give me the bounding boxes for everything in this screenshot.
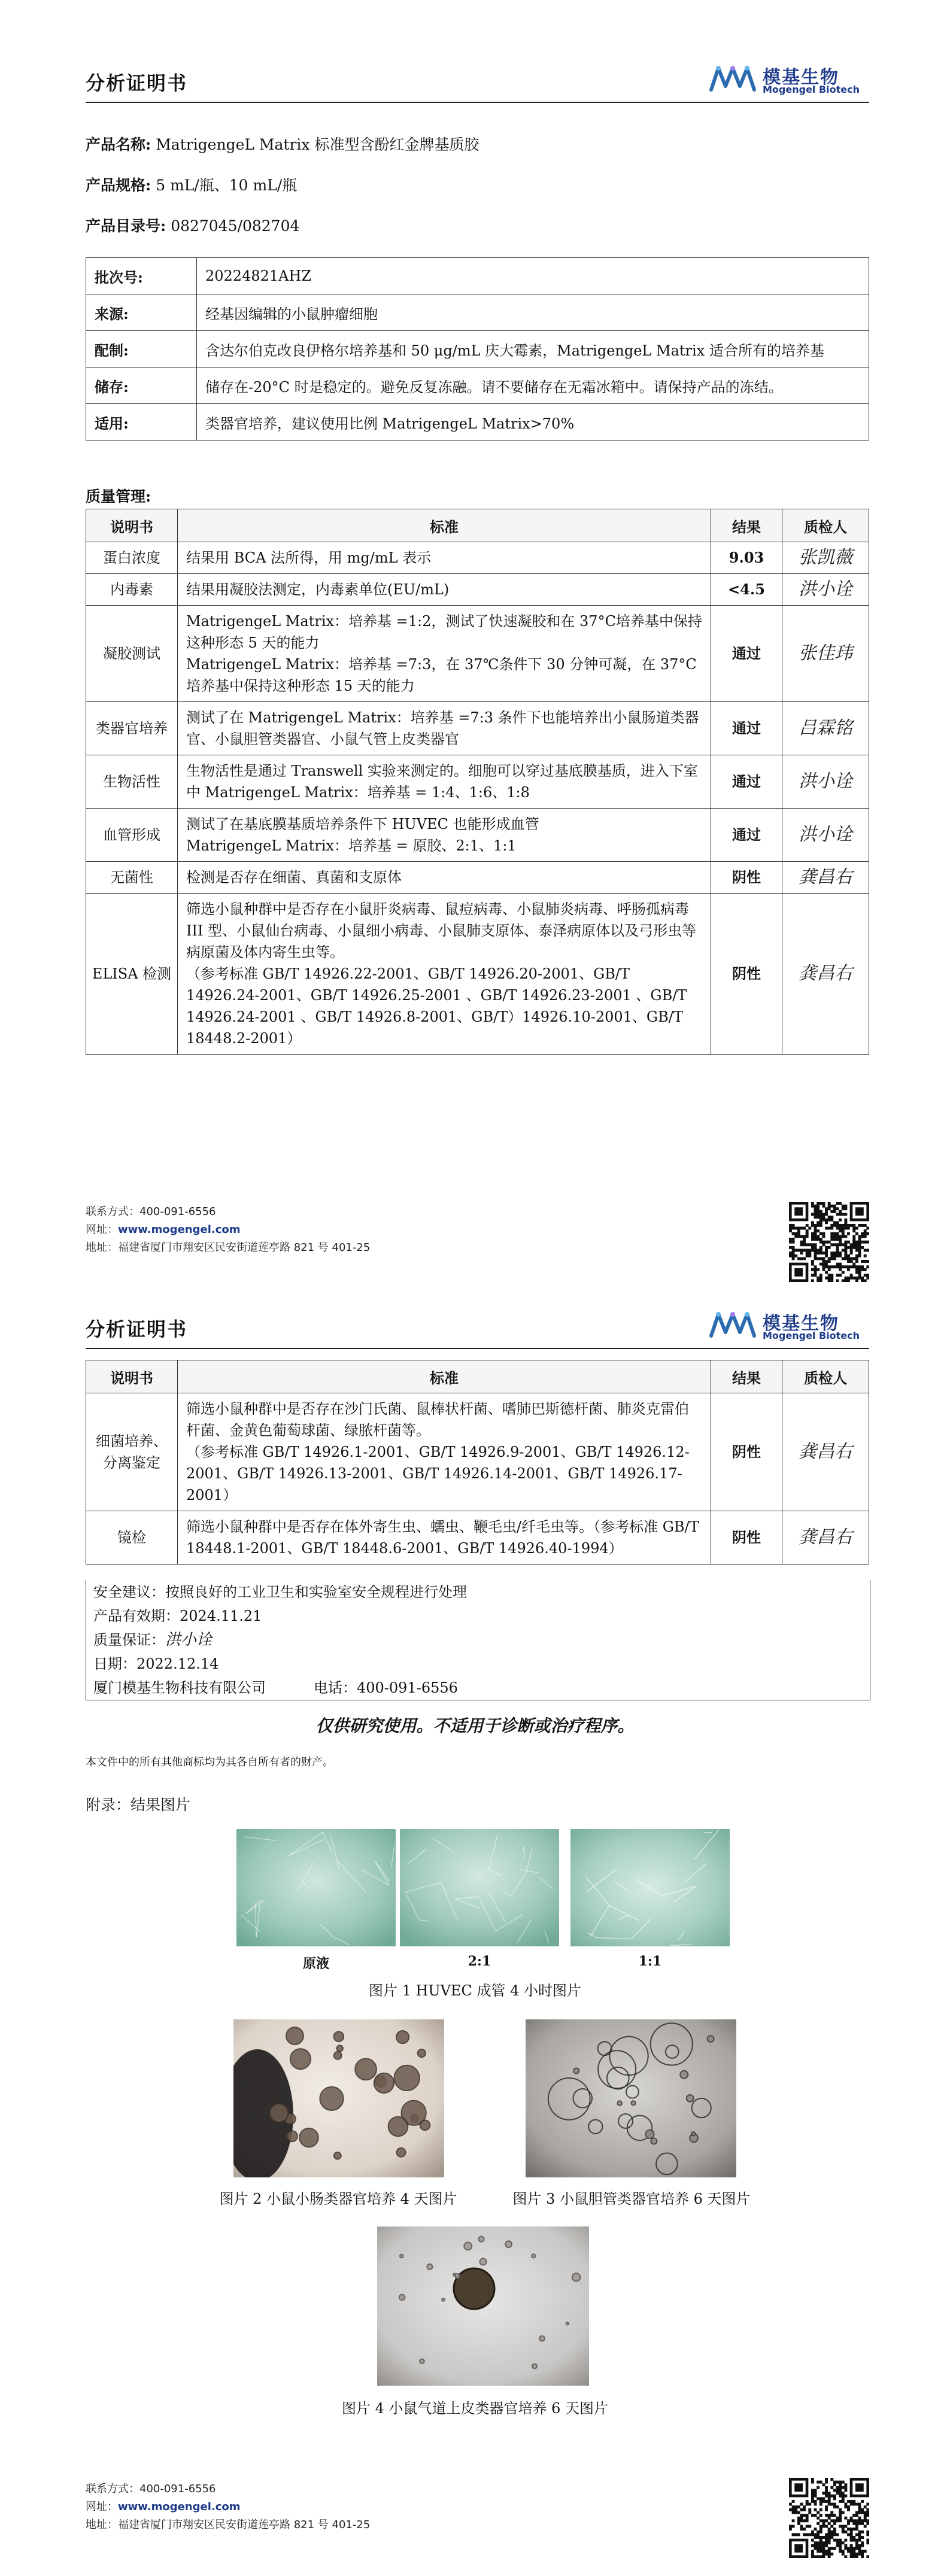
footer-page2: 联系方式：400-091-6556 网址：www.mogengel.com 地址：福建省厦门市翔安区民安街道莲亭路 821 号 401-25 (86, 2483, 371, 2531)
qc-item: 蛋白浓度 (86, 542, 178, 574)
qc-item: 内毒素 (86, 574, 178, 606)
info-table (86, 257, 869, 441)
info-row (86, 258, 869, 294)
inspector-signature: 张凯薇 (782, 542, 869, 574)
huvec-image-2to1 (400, 1829, 559, 1946)
logo-text-cn: 模基生物 (763, 1313, 839, 1334)
info-row (86, 367, 869, 404)
info-row (86, 331, 869, 367)
qc-standard-line: 筛选小鼠种群中是否存在小鼠肝炎病毒、鼠痘病毒、小鼠肺炎病毒、呼肠孤病毒 III 型、小鼠仙台病毒、小鼠细小病毒、小鼠肺支原体、泰泽病原体以及弓形虫等病原菌及体内寄生虫等。 (186, 901, 697, 961)
qc-standard (178, 862, 711, 894)
inspector-signature: 洪小诠 (782, 755, 869, 809)
inspector-signature: 洪小诠 (782, 809, 869, 862)
product-name: 产品名称: MatrigengeL Matrix 标准型含酚红金牌基质胶 (86, 136, 479, 153)
info-row (86, 294, 869, 331)
logo-text-en: Mogengel Biotech (763, 84, 860, 95)
qc-result: 通过 (711, 755, 782, 809)
footer-page1: 联系方式：400-091-6556 网址：www.mogengel.com 地址：福建省厦门市翔安区民安街道莲亭路 821 号 401-25 (86, 1205, 371, 1254)
info-value: 20224821AHZ (197, 258, 869, 294)
qc-item: 细菌培养、分离鉴定 (86, 1393, 178, 1511)
fig1-label-2to1: 2:1 (468, 1954, 491, 1969)
qc-standard (178, 542, 711, 574)
qc-row (86, 606, 869, 702)
qc-standard-line: 检测是否存在细菌、真菌和支原体 (186, 869, 402, 886)
qc-row (86, 702, 869, 755)
qc-header-inspector: 质检人 (782, 1360, 869, 1393)
qc-standard (178, 1393, 711, 1511)
info-value: 储存在-20°C 时是稳定的。避免反复冻融。请不要储存在无霜冰箱中。请保持产品的冻结。 (197, 367, 869, 404)
safety-box (86, 1580, 870, 1700)
qc-standard-line: 测试了在基底膜基质培养条件下 HUVEC 也能形成血管 (186, 816, 539, 833)
qc-standard (178, 755, 711, 809)
qc-label: 质量管理: (86, 488, 151, 505)
qc-header-standard: 标准 (178, 1360, 711, 1393)
qc-standard (178, 809, 711, 862)
qc-result: 通过 (711, 606, 782, 702)
qc-result: 阴性 (711, 862, 782, 894)
product-catalog: 产品目录号: 0827045/082704 (86, 217, 300, 235)
qc-header-inspector: 质检人 (782, 509, 869, 542)
qc-standard-line: MatrigengeL Matrix：培养基 =1:2，测试了快速凝胶和在 37°C培养基中保持这种形态 5 天的能力 (186, 613, 702, 651)
info-key: 适用: (86, 404, 197, 441)
qc-item: 生物活性 (86, 755, 178, 809)
qc-standard-line: （参考标准 GB/T 14926.1-2001、GB/T 14926.9-2001、GB/T 14926.12-2001、GB/T 14926.13-2001、GB/T 14926.14-2001、GB/T 14926.17-2001） (186, 1444, 690, 1503)
qc-header-standard: 标准 (178, 509, 711, 542)
quality-assurance: 质量保证：洪小诠 (93, 1631, 213, 1649)
qc-item: 凝胶测试 (86, 606, 178, 702)
inspector-signature: 龚昌右 (782, 862, 869, 894)
qc-row (86, 862, 869, 894)
qc-header-result: 结果 (711, 509, 782, 542)
page-header (86, 65, 869, 103)
bile-duct-organoid-image (526, 2019, 736, 2177)
qc-row (86, 755, 869, 809)
qc-item: 类器官培养 (86, 702, 178, 755)
qc-row (86, 1511, 869, 1565)
page-header (86, 1311, 869, 1349)
intestine-organoid-image (233, 2019, 444, 2177)
logo-text-en: Mogengel Biotech (763, 1330, 860, 1341)
qc-standard (178, 1511, 711, 1565)
page-title: 分析证明书 (86, 72, 188, 95)
fig2-caption: 图片 2 小鼠小肠类器官培养 4 天图片 (219, 2191, 457, 2207)
qc-result: 阴性 (711, 1393, 782, 1511)
qc-item: 血管形成 (86, 809, 178, 862)
qc-standard-line: 测试了在 MatrigengeL Matrix：培养基 =7:3 条件下也能培养出小鼠肠道类器官、小鼠胆管类器官、小鼠气管上皮类器官 (186, 709, 699, 748)
qc-standard-line: （参考标准 GB/T 14926.22-2001、GB/T 14926.20-2001、GB/T 14926.24-2001、GB/T 14926.25-2001 、GB/T 14926.23-2001 、GB/T 14926.24-2001 、GB/T 14926.8-2001、GB/T）14926.10-2001、GB/T 18448.2-2001） (186, 965, 687, 1047)
qc-result: 通过 (711, 702, 782, 755)
qc-result: <4.5 (711, 574, 782, 606)
qc-row (86, 542, 869, 574)
qc-row (86, 1393, 869, 1511)
info-key: 配制: (86, 331, 197, 367)
logo-icon (708, 62, 758, 96)
qc-header-item: 说明书 (86, 1360, 178, 1393)
website-link[interactable]: www.mogengel.com (118, 1223, 241, 1236)
qr-code (789, 1202, 869, 1282)
inspector-signature: 龚昌右 (782, 1511, 869, 1565)
info-key: 来源: (86, 294, 197, 331)
company-logo (708, 1307, 869, 1344)
huvec-image-stock (236, 1829, 396, 1946)
expiry-date: 产品有效期：2024.11.21 (93, 1608, 262, 1624)
fig3-caption: 图片 3 小鼠胆管类器官培养 6 天图片 (512, 2191, 751, 2207)
inspector-signature: 龚昌右 (782, 1393, 869, 1511)
qc-result: 阴性 (711, 1511, 782, 1565)
logo-text-cn: 模基生物 (763, 67, 839, 88)
qc-header-result: 结果 (711, 1360, 782, 1393)
qc-row (86, 809, 869, 862)
fig1-caption: 图片 1 HUVEC 成管 4 小时图片 (368, 1982, 582, 1999)
logo-icon (708, 1308, 758, 1342)
info-value: 含达尔伯克改良伊格尔培养基和 50 μg/mL 庆大霉素，MatrigengeL Matrix 适合所有的培养基 (197, 331, 869, 367)
qc-item: 无菌性 (86, 862, 178, 894)
inspector-signature: 吕霖铭 (782, 702, 869, 755)
product-spec: 产品规格: 5 mL/瓶、10 mL/瓶 (86, 177, 298, 194)
qc-standard (178, 574, 711, 606)
qc-standard-line: 筛选小鼠种群中是否存在体外寄生虫、蠕虫、鞭毛虫/纤毛虫等。（参考标准 GB/T 18448.1-2001、GB/T 18448.6-2001、GB/T 14926.40-1994） (186, 1518, 699, 1557)
qc-standard-line: 生物活性是通过 Transwell 实验来测定的。细胞可以穿过基底膜基质，进入下室中 MatrigengeL Matrix：培养基 = 1:4、1:6、1:8 (186, 763, 698, 801)
qc-standard-line: 结果用 BCA 法所得，用 mg/mL 表示 (186, 549, 432, 566)
website-link[interactable]: www.mogengel.com (118, 2501, 241, 2513)
info-key: 储存: (86, 367, 197, 404)
qc-standard-line: 结果用凝胶法测定，内毒素单位(EU/mL) (186, 581, 450, 598)
info-value: 类器官培养，建议使用比例 MatrigengeL Matrix>70% (197, 404, 869, 441)
airway-organoid-image (377, 2226, 589, 2386)
qc-standard-line: MatrigengeL Matrix：培养基 =7:3，在 37℃条件下 30 分钟可凝，在 37°C培养基中保持这种形态 15 天的能力 (186, 656, 697, 694)
qc-result: 通过 (711, 809, 782, 862)
qc-table-page2 (86, 1360, 869, 1565)
qc-row (86, 574, 869, 606)
fig4-caption: 图片 4 小鼠气道上皮类器官培养 6 天图片 (341, 2400, 609, 2417)
info-key: 批次号: (86, 258, 197, 294)
huvec-image-1to1 (570, 1829, 730, 1946)
qc-standard-line: MatrigengeL Matrix：培养基 = 原胶、2:1、1:1 (186, 837, 517, 854)
qc-standard (178, 606, 711, 702)
qc-row (86, 894, 869, 1055)
inspector-signature: 张佳玮 (782, 606, 869, 702)
info-row (86, 404, 869, 441)
research-use-only: 仅供研究使用。不适用于诊断或治疗程序。 (315, 1716, 635, 1736)
qc-item: 镜检 (86, 1511, 178, 1565)
inspector-signature: 龚昌右 (782, 894, 869, 1055)
qc-result: 9.03 (711, 542, 782, 574)
company-logo (708, 61, 869, 98)
qc-header-item: 说明书 (86, 509, 178, 542)
page-title: 分析证明书 (86, 1318, 188, 1341)
qc-table-page1 (86, 509, 869, 1055)
qr-code (789, 2478, 869, 2558)
issue-date: 日期：2022.12.14 (93, 1655, 219, 1672)
company-line: 厦门模基生物科技有限公司 电话：400-091-6556 (93, 1679, 458, 1696)
appendix-label: 附录：结果图片 (86, 1796, 191, 1813)
info-value: 经基因编辑的小鼠肿瘤细胞 (197, 294, 869, 331)
qc-standard (178, 894, 711, 1055)
qc-result: 阴性 (711, 894, 782, 1055)
safety-advice: 安全建议：按照良好的工业卫生和实验室安全规程进行处理 (93, 1584, 467, 1600)
page-2 (0, 1293, 950, 2576)
fig1-label-1to1: 1:1 (638, 1954, 662, 1969)
trademark-note: 本文件中的所有其他商标均为其各自所有者的财产。 (86, 1756, 333, 1769)
qc-item: ELISA 检测 (86, 894, 178, 1055)
fig1-label-stock: 原液 (302, 1956, 329, 1972)
inspector-signature: 洪小诠 (782, 574, 869, 606)
qc-standard (178, 702, 711, 755)
qc-standard-line: 筛选小鼠种群中是否存在沙门氏菌、鼠棒状杆菌、嗜肺巴斯德杆菌、肺炎克雷伯杆菌、金黄色葡萄球菌、绿脓杆菌等。 (186, 1401, 689, 1439)
